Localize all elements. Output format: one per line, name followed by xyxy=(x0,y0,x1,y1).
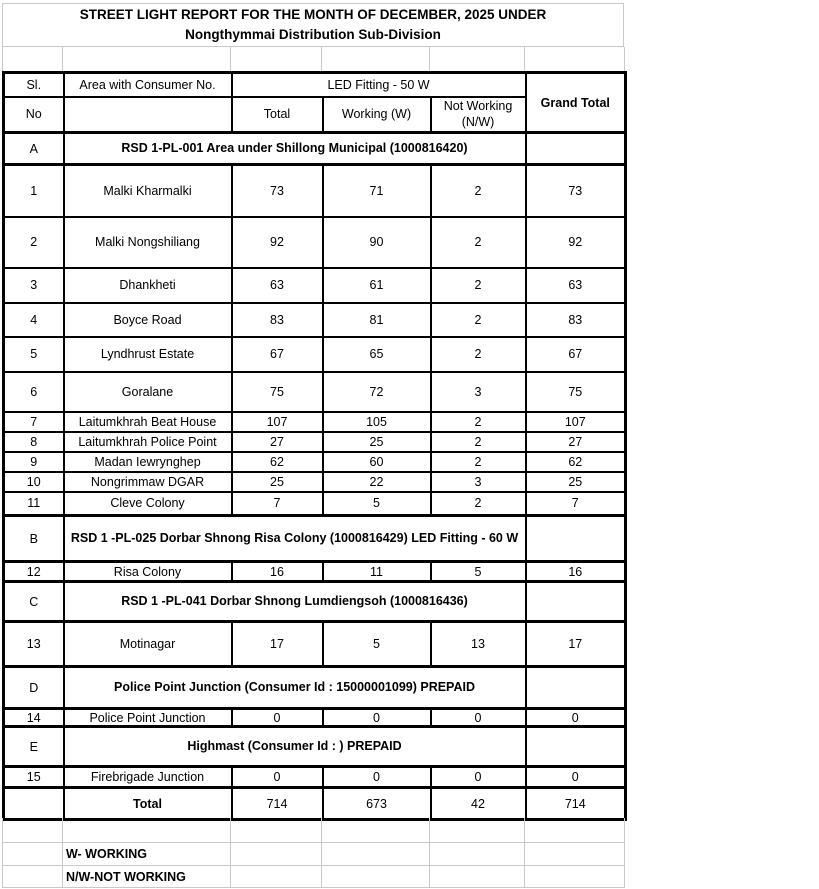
cell-total: 17 xyxy=(232,622,323,667)
cell-total: 73 xyxy=(232,165,323,217)
cell-grand-total: 63 xyxy=(526,268,626,303)
cell-not-working: 5 xyxy=(431,562,526,582)
cell-sl-no: 2 xyxy=(4,217,64,268)
cell-total: 107 xyxy=(232,412,323,432)
total-label: Total xyxy=(64,788,232,820)
cell-working: 25 xyxy=(323,432,431,452)
header-total: Total xyxy=(232,97,323,133)
cell-area: Police Point Junction xyxy=(64,709,232,727)
data-row-13 xyxy=(4,622,626,667)
total-grand-total: 714 xyxy=(526,788,626,820)
cell-total: 0 xyxy=(232,709,323,727)
total-sl-empty xyxy=(4,788,64,820)
cell-sl-no: 5 xyxy=(4,337,64,372)
header-area: Area with Consumer No. xyxy=(64,73,232,97)
header-working: Working (W) xyxy=(323,97,431,133)
header-not-working: Not Working (N/W) xyxy=(431,97,526,133)
cell-working: 72 xyxy=(323,372,431,412)
section-grand-total-empty xyxy=(526,667,626,709)
data-row-1 xyxy=(4,165,626,217)
header-no: No xyxy=(4,97,64,133)
total-led-total: 714 xyxy=(232,788,323,820)
cell-sl-no: 10 xyxy=(4,472,64,492)
section-grand-total-empty xyxy=(526,133,626,165)
header-area-empty xyxy=(64,97,232,133)
cell-total: 62 xyxy=(232,452,323,472)
section-letter: D xyxy=(4,667,64,709)
cell-not-working: 2 xyxy=(431,268,526,303)
cell-total: 92 xyxy=(232,217,323,268)
total-not-working: 42 xyxy=(431,788,526,820)
cell-grand-total: 73 xyxy=(526,165,626,217)
section-label: RSD 1 -PL-041 Dorbar Shnong Lumdiengsoh (1000816436) xyxy=(64,582,526,622)
cell-total: 25 xyxy=(232,472,323,492)
cell-not-working: 2 xyxy=(431,217,526,268)
data-row-3 xyxy=(4,268,626,303)
cell-not-working: 2 xyxy=(431,432,526,452)
cell-not-working: 3 xyxy=(431,472,526,492)
data-row-9 xyxy=(4,452,626,472)
data-row-10 xyxy=(4,472,626,492)
cell-area: Lyndhrust Estate xyxy=(64,337,232,372)
cell-working: 5 xyxy=(323,622,431,667)
cell-area: Laitumkhrah Police Point xyxy=(64,432,232,452)
cell-grand-total: 16 xyxy=(526,562,626,582)
data-row-14 xyxy=(4,709,626,727)
cell-sl-no: 9 xyxy=(4,452,64,472)
data-row-11 xyxy=(4,492,626,516)
section-letter: C xyxy=(4,582,64,622)
cell-not-working: 2 xyxy=(431,303,526,337)
section-grand-total-empty xyxy=(526,727,626,767)
street-light-report-table xyxy=(2,71,627,821)
cell-total: 0 xyxy=(232,767,323,788)
cell-not-working: 2 xyxy=(431,492,526,516)
cell-area: Risa Colony xyxy=(64,562,232,582)
section-row-B xyxy=(4,516,626,562)
section-label: RSD 1 -PL-025 Dorbar Shnong Risa Colony (1000816429) LED Fitting - 60 W xyxy=(64,516,526,562)
cell-sl-no: 12 xyxy=(4,562,64,582)
cell-grand-total: 17 xyxy=(526,622,626,667)
section-label: Highmast (Consumer Id : ) PREPAID xyxy=(64,727,526,767)
report-title-line2: Nongthymmai Distribution Sub-Division xyxy=(185,27,441,42)
footnote-not-working: N/W-NOT WORKING xyxy=(63,866,231,888)
total-working: 673 xyxy=(323,788,431,820)
report-title-line1: STREET LIGHT REPORT FOR THE MONTH OF DECEMBER, 2025 UNDER xyxy=(79,6,547,22)
cell-total: 83 xyxy=(232,303,323,337)
cell-area: Motinagar xyxy=(64,622,232,667)
section-letter: E xyxy=(4,727,64,767)
cell-working: 65 xyxy=(323,337,431,372)
cell-sl-no: 15 xyxy=(4,767,64,788)
cell-working: 0 xyxy=(323,767,431,788)
cell-sl-no: 8 xyxy=(4,432,64,452)
cell-area: Goralane xyxy=(64,372,232,412)
data-row-8 xyxy=(4,432,626,452)
cell-total: 16 xyxy=(232,562,323,582)
cell-area: Cleve Colony xyxy=(64,492,232,516)
cell-working: 60 xyxy=(323,452,431,472)
data-row-7 xyxy=(4,412,626,432)
cell-sl-no: 4 xyxy=(4,303,64,337)
cell-working: 61 xyxy=(323,268,431,303)
data-row-2 xyxy=(4,217,626,268)
cell-working: 11 xyxy=(323,562,431,582)
cell-not-working: 0 xyxy=(431,709,526,727)
cell-sl-no: 3 xyxy=(4,268,64,303)
cell-not-working: 3 xyxy=(431,372,526,412)
cell-total: 7 xyxy=(232,492,323,516)
cell-sl-no: 14 xyxy=(4,709,64,727)
cell-area: Malki Nongshiliang xyxy=(64,217,232,268)
data-row-12 xyxy=(4,562,626,582)
cell-total: 67 xyxy=(232,337,323,372)
header-sl: Sl. xyxy=(4,73,64,97)
footnote-row-working xyxy=(2,843,624,866)
data-row-5 xyxy=(4,337,626,372)
cell-grand-total: 27 xyxy=(526,432,626,452)
cell-not-working: 0 xyxy=(431,767,526,788)
cell-area: Laitumkhrah Beat House xyxy=(64,412,232,432)
gridline-row-bottom xyxy=(2,818,624,843)
cell-grand-total: 25 xyxy=(526,472,626,492)
report-title xyxy=(2,3,624,47)
cell-not-working: 13 xyxy=(431,622,526,667)
section-label: RSD 1-PL-001 Area under Shillong Municipal (1000816420) xyxy=(64,133,526,165)
cell-working: 90 xyxy=(323,217,431,268)
cell-area: Boyce Road xyxy=(64,303,232,337)
cell-sl-no: 6 xyxy=(4,372,64,412)
cell-working: 81 xyxy=(323,303,431,337)
cell-area: Malki Kharmalki xyxy=(64,165,232,217)
cell-not-working: 2 xyxy=(431,337,526,372)
cell-grand-total: 7 xyxy=(526,492,626,516)
cell-area: Dhankheti xyxy=(64,268,232,303)
cell-working: 5 xyxy=(323,492,431,516)
cell-grand-total: 107 xyxy=(526,412,626,432)
cell-area: Nongrimmaw DGAR xyxy=(64,472,232,492)
footnote-row-not-working xyxy=(2,866,624,888)
cell-sl-no: 13 xyxy=(4,622,64,667)
header-grand-total: Grand Total xyxy=(526,73,626,133)
cell-not-working: 2 xyxy=(431,165,526,217)
data-row-4 xyxy=(4,303,626,337)
cell-grand-total: 0 xyxy=(526,767,626,788)
cell-total: 63 xyxy=(232,268,323,303)
header-row-1 xyxy=(4,73,626,97)
total-row xyxy=(4,788,626,820)
section-grand-total-empty xyxy=(526,516,626,562)
cell-grand-total: 75 xyxy=(526,372,626,412)
footnote-working: W- WORKING xyxy=(63,843,231,866)
cell-sl-no: 11 xyxy=(4,492,64,516)
section-grand-total-empty xyxy=(526,582,626,622)
cell-not-working: 2 xyxy=(431,412,526,432)
cell-not-working: 2 xyxy=(431,452,526,472)
section-label: Police Point Junction (Consumer Id : 15000001099) PREPAID xyxy=(64,667,526,709)
cell-working: 71 xyxy=(323,165,431,217)
gridline-row-top xyxy=(2,47,624,71)
cell-working: 0 xyxy=(323,709,431,727)
table-body xyxy=(4,133,626,820)
cell-area: Firebrigade Junction xyxy=(64,767,232,788)
section-letter: B xyxy=(4,516,64,562)
cell-grand-total: 0 xyxy=(526,709,626,727)
cell-area: Madan Iewrynghep xyxy=(64,452,232,472)
cell-sl-no: 7 xyxy=(4,412,64,432)
header-led-group: LED Fitting - 50 W xyxy=(232,73,526,97)
section-letter: A xyxy=(4,133,64,165)
data-row-6 xyxy=(4,372,626,412)
cell-grand-total: 92 xyxy=(526,217,626,268)
cell-grand-total: 67 xyxy=(526,337,626,372)
cell-working: 105 xyxy=(323,412,431,432)
section-row-A xyxy=(4,133,626,165)
cell-total: 75 xyxy=(232,372,323,412)
cell-total: 27 xyxy=(232,432,323,452)
section-row-D xyxy=(4,667,626,709)
section-row-E xyxy=(4,727,626,767)
cell-sl-no: 1 xyxy=(4,165,64,217)
cell-grand-total: 62 xyxy=(526,452,626,472)
cell-grand-total: 83 xyxy=(526,303,626,337)
cell-working: 22 xyxy=(323,472,431,492)
section-row-C xyxy=(4,582,626,622)
data-row-15 xyxy=(4,767,626,788)
